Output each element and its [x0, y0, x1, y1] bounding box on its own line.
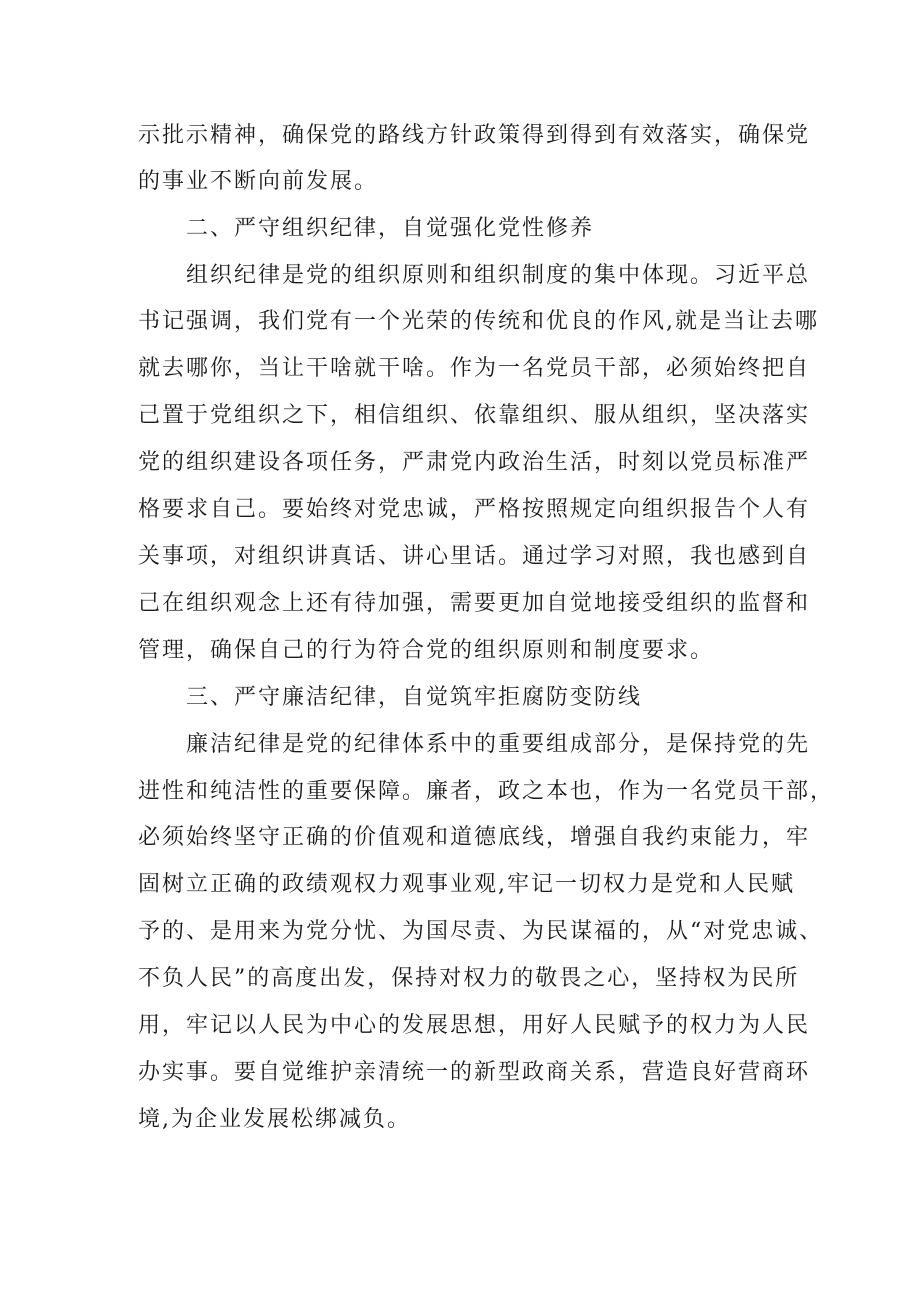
paragraph-line: 境,为企业发展松绑减负。 [138, 1107, 411, 1132]
section-heading-2: 二、严守组织纪律，自觉强化党性修养 [186, 216, 595, 241]
paragraph-line: 必须始终坚守正确的价值观和道德底线，增强自我约束能力，牢 [138, 825, 811, 850]
paragraph-line: 党的组织建设各项任务，严肃党内政治生活，时刻以党员标准严 [138, 450, 811, 475]
paragraph-line: 固树立正确的政绩观权力观事业观,牢记一切权力是党和人民赋 [138, 872, 795, 897]
paragraph-line: 廉洁纪律是党的纪律体系中的重要组成部分，是保持党的先 [186, 732, 811, 757]
paragraph-line: 示批示精神，确保党的路线方针政策得到得到有效落实，确保党 [138, 123, 811, 148]
paragraph-line: 己置于党组织之下，相信组织、依靠组织、服从组织，坚决落实 [138, 403, 811, 428]
paragraph-line: 予的、是用来为党分忧、为国尽责、为民谋福的，从“对党忠诚、 [138, 919, 824, 944]
paragraph-line: 用，牢记以人民为中心的发展思想，用好人民赋予的权力为人民 [138, 1013, 811, 1038]
paragraph-line: 关事项，对组织讲真话、讲心里话。通过学习对照，我也感到自 [138, 544, 811, 569]
paragraph-line: 就去哪你，当让干啥就干啥。作为一名党员干部，必须始终把自 [138, 356, 811, 381]
section-heading-3: 三、严守廉洁纪律，自觉筑牢拒腐防变防线 [186, 685, 643, 710]
paragraph-line: 不负人民”的高度出发，保持对权力的敬畏之心，坚持权为民所 [138, 966, 800, 991]
paragraph-line: 办实事。要自觉维护亲清统一的新型政商关系，营造良好营商环 [138, 1060, 811, 1085]
paragraph-line: 己在组织观念上还有待加强，需要更加自觉地接受组织的监督和 [138, 591, 811, 616]
paragraph-line: 书记强调，我们党有一个光荣的传统和优良的作风,就是当让去哪 [138, 309, 819, 334]
paragraph-line: 管理，确保自己的行为符合党的组织原则和制度要求。 [138, 638, 715, 663]
paragraph-line: 格要求自己。要始终对党忠诚，严格按照规定向组织报告个人有 [138, 497, 811, 522]
paragraph-line: 组织纪律是党的组织原则和组织制度的集中体现。习近平总 [186, 263, 811, 288]
paragraph-line: 进性和纯洁性的重要保障。廉者，政之本也，作为一名党员干部， [138, 779, 835, 804]
paragraph-line: 的事业不断向前发展。 [138, 169, 379, 194]
